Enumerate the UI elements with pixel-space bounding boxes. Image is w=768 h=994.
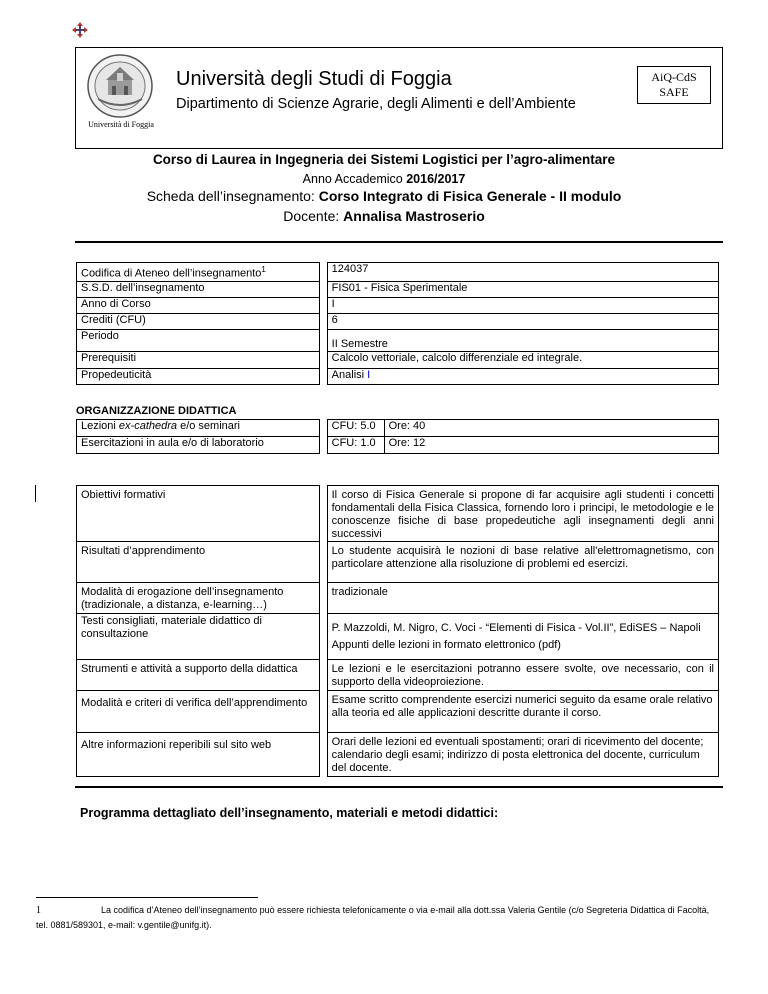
altre-value: Orari delle lezioni ed eventuali spostamenti; orari di ricevimento del docente; calendario degli esami; indirizzo di posta elettronica del docente, curriculum del docente.: [327, 733, 718, 777]
logo-caption: Università di Foggia: [88, 120, 154, 129]
department-name: Dipartimento di Scienze Agrarie, degli Alimenti e dell’Ambiente: [176, 96, 576, 112]
crediti-value: 6: [327, 313, 718, 329]
footnote-rule: [36, 897, 258, 898]
erogazione-label: Modalità di erogazione dell’insegnamento (tradizionale, a distanza, e-learning…): [77, 583, 320, 614]
divider-rule: [75, 241, 723, 243]
academic-year: Anno Accademico 2016/2017: [302, 172, 466, 186]
organizzazione-heading: ORGANIZZAZIONE DIDATTICA: [76, 405, 237, 417]
university-seal-logo: [82, 53, 158, 119]
obiettivi-label: Obiettivi formativi: [77, 486, 320, 542]
risultati-label: Risultati d’apprendimento: [77, 542, 320, 583]
move-cross-icon[interactable]: [72, 22, 88, 38]
altre-label: Altre informazioni reperibili sul sito web: [77, 733, 320, 777]
text-cursor: [35, 485, 36, 502]
esercitazioni-label: Esercitazioni in aula e/o di laboratorio: [77, 437, 320, 454]
periodo-label: Periodo: [77, 329, 320, 351]
periodo-value: II Semestre: [327, 329, 718, 351]
esercitazioni-cfu: CFU: 1.0: [327, 437, 384, 454]
strumenti-value: Le lezioni e le esercitazioni potranno essere svolte, ove necessario, con il supporto della videoproiezione.: [327, 660, 718, 691]
codifica-value: 124037: [327, 263, 718, 282]
anno-value: I: [327, 297, 718, 313]
verifica-label: Modalità e criteri di verifica dell’apprendimento: [77, 691, 320, 733]
footnote-text: La codifica d’Ateneo dell’insegnamento può essere richiesta telefonicamente o via e-mail alla dott.ssa Valeria Gentile (c/o Segreteria Didattica di Facoltà, tel. 0881/589301, e-mail: v.gentile@unifg.it).: [36, 905, 710, 930]
obiettivi-value: Il corso di Fisica Generale si propone di far acquisire agli studenti i concetti fondamentali della Fisica Classica, fornendo loro i principi, le metodologie e le conoscenze fisiche di base propedeutiche agli insegnamenti degli anni successivi: [327, 486, 718, 542]
prerequisiti-value: Calcolo vettoriale, calcolo differenziale ed integrale.: [327, 351, 718, 368]
scheda-title: Scheda dell’insegnamento: Corso Integrato di Fisica Generale - II modulo: [146, 188, 622, 204]
quality-box: [637, 66, 711, 104]
prerequisiti-label: Prerequisiti: [77, 351, 320, 368]
details-table: [76, 485, 719, 777]
risultati-value: Lo studente acquisirà le nozioni di base relative all'elettromagnetismo, con particolare attenzione alla risoluzione di problemi ed esercizi.: [327, 542, 718, 583]
testi-value: P. Mazzoldi, M. Nigro, C. Voci - “Elementi di Fisica - Vol.II”, EdiSES – Napoli Appunti delle lezioni in formato elettronico (pdf): [327, 614, 718, 660]
propedeuticita-value: Analisi I: [327, 368, 718, 384]
strumenti-label: Strumenti e attività a supporto della didattica: [77, 660, 320, 691]
info-table: [76, 262, 719, 385]
anno-label: Anno di Corso: [77, 297, 320, 313]
footnote-mark: 1: [36, 905, 41, 916]
codifica-label: Codifica di Ateneo dell’insegnamento$^1$: [77, 263, 320, 282]
ssd-value: FIS01 - Fisica Sperimentale: [327, 281, 718, 297]
docente-line: Docente: Annalisa Mastroserio: [283, 208, 485, 224]
ssd-label: S.S.D. dell’insegnamento: [77, 281, 320, 297]
lezioni-ore: Ore: 40: [384, 420, 718, 437]
organizzazione-table: [76, 419, 719, 454]
lezioni-label: Lezioni ex-cathedra e/o seminari: [77, 420, 320, 437]
propedeuticita-label: Propedeuticità: [77, 368, 320, 384]
quality-box-line2: SAFE: [659, 85, 689, 99]
quality-box-line1: AiQ-CdS: [651, 70, 697, 84]
course-title: Corso di Laurea in Ingegneria dei Sistemi Logistici per l’agro-alimentare: [152, 152, 616, 167]
programma-heading: Programma dettagliato dell’insegnamento, materiali e metodi didattici:: [80, 806, 499, 820]
divider-rule-bottom: [75, 786, 723, 788]
esercitazioni-ore: Ore: 12: [384, 437, 718, 454]
university-name: Università degli Studi di Foggia: [176, 68, 452, 90]
erogazione-value: tradizionale: [327, 583, 718, 614]
footnote: [36, 903, 716, 933]
lezioni-cfu: CFU: 5.0: [327, 420, 384, 437]
testi-label: Testi consigliati, materiale didattico di consultazione: [77, 614, 320, 660]
verifica-value: Esame scritto comprendente esercizi numerici seguito da esame orale relativo alla teoria ed alle applicazioni descritte durante il corso.: [327, 691, 718, 733]
crediti-label: Crediti (CFU): [77, 313, 320, 329]
